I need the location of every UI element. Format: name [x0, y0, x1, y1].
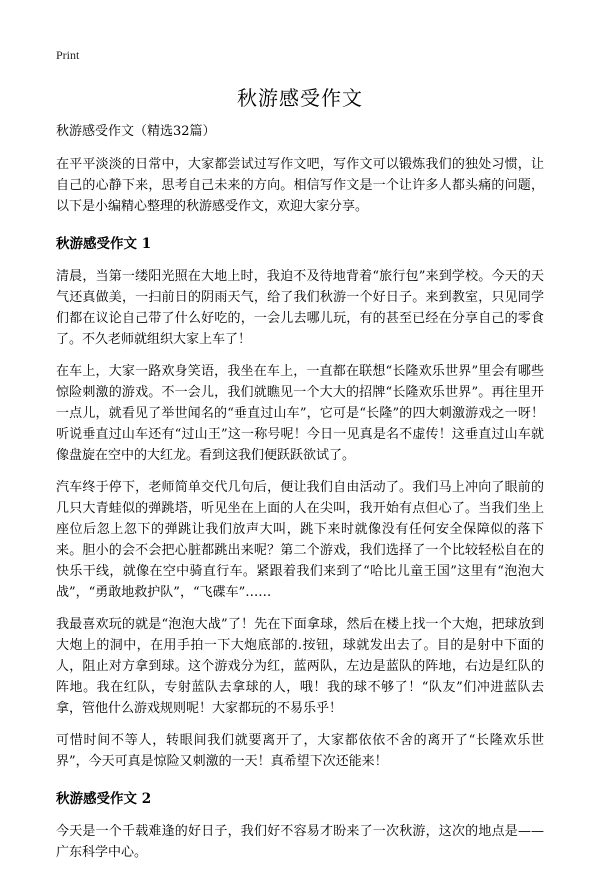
print-link[interactable]: Print — [56, 48, 80, 62]
page-title: 秋游感受作文 — [237, 86, 363, 110]
section-1-paragraph-1: 清晨，当第一缕阳光照在大地上时，我迫不及待地背着“旅行包”来到学校。今天的天气还真做美，一扫前日的阴雨天气，给了我们秋游一个好日子。来到教室，只见同学们都在议论自己带了什么好吃的，一会儿去哪儿玩，有的甚至已经在分享自己的零食了。不久老师就组织大家上车了！ — [56, 269, 544, 347]
article-body — [56, 122, 544, 874]
section-heading-1: 秋游感受作文 1 — [56, 236, 152, 252]
section-1-paragraph-5: 可惜时间不等人，转眼间我们就要离开了，大家都依依不舍的离开了“长隆欢乐世界”，今天可真是惊险又刺激的一天！真希望下次还能来！ — [56, 733, 544, 769]
intro-paragraph: 在平平淡淡的日常中，大家都尝试过写作文吧，写作文可以锻炼我们的独处习惯，让自己的心静下来，思考自己未来的方向。相信写作文是一个让许多人都头痛的问题，以下是小编精心整理的秋游感受作文，欢迎大家分享。 — [56, 157, 544, 214]
section-1-paragraph-3: 汽车终于停下，老师简单交代几句后，便让我们自由活动了。我们马上冲向了眼前的几只大青蛙似的弹跳塔，听见坐在上面的人在尖叫，我开始有点但心了。当我们坐上座位后忽上忽下的弹跳让我们放声大叫，跳下来时就像没有任何安全保障似的落下来。胆小的会不会把心脏都跳出来呢？第二个游戏，我们选择了一个比较轻松自在的快乐干线，就像在空中骑直行车。紧跟着我们来到了“哈比儿童王国”这里有“泡泡大战”，“勇敢地救护队”，“飞碟车”…… — [56, 480, 544, 600]
section-1-paragraph-4: 我最喜欢玩的就是“泡泡大战”了！先在下面拿球，然后在楼上找一个大炮，把球放到大炮上的洞中，在用手拍一下大炮底部的.按钮，球就发出去了。目的是射中下面的人，阻止对方拿到球。这个游戏分为红，蓝两队，左边是蓝队的阵地，右边是红队的阵地。我在红队，专射蓝队去拿球的人，哦！我的球不够了！“队友”们冲进蓝队去拿，管他什么游戏规则呢！大家都玩的不易乐乎！ — [56, 617, 544, 716]
article-subtitle: 秋游感受作文（精选32篇） — [56, 124, 216, 139]
section-1-paragraph-2: 在车上，大家一路欢身笑语，我坐在车上，一直都在联想“长隆欢乐世界”里会有哪些惊险刺激的游戏。不一会儿，我们就瞧见一个大大的招牌“长隆欢乐世界”。再往里开一点儿，就看见了举世闻名的“垂直过山车”，它可是“长隆”的四大刺激游戏之一呀！听说垂直过山车还有“过山王”这一称号呢！今日一见真是名不虚传！这垂直过山车就像盘旋在空中的大红龙。看到这我们便跃跃欲试了。 — [56, 364, 544, 463]
section-2-paragraph-1: 今天是一个千载难逢的好日子，我们好不容易才盼来了一次秋游，这次的地点是——广东科学中心。 — [56, 824, 544, 860]
section-heading-2: 秋游感受作文 2 — [56, 791, 152, 807]
